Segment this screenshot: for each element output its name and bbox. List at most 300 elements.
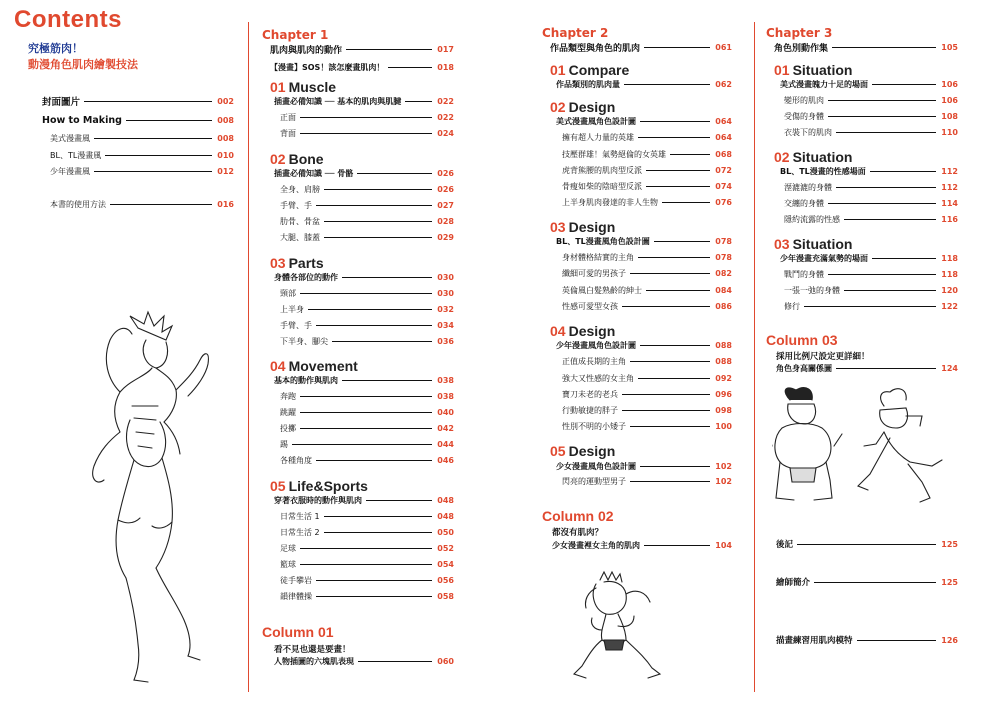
leader-line [324, 189, 432, 190]
toc-entry[interactable] [784, 93, 958, 107]
page-number: 064 [715, 116, 732, 126]
toc-entry[interactable] [50, 164, 234, 178]
toc-entry[interactable] [280, 453, 454, 467]
toc-entry-label: 戰鬥的身體 [784, 269, 824, 279]
toc-entry[interactable] [280, 437, 454, 451]
column-heading: Column 03 [766, 332, 838, 348]
page-number: 056 [437, 575, 454, 585]
toc-entry-label: 日常生活 2 [280, 527, 320, 537]
page-number: 112 [941, 166, 958, 176]
toc-entry[interactable] [562, 179, 732, 193]
leader-line [797, 544, 936, 545]
page-number: 060 [437, 656, 454, 666]
toc-entry-label: 各種角度 [280, 455, 312, 465]
toc-entry[interactable] [776, 575, 958, 589]
toc-entry[interactable] [784, 212, 958, 226]
toc-entry-label: 全身、肩膀 [280, 184, 320, 194]
leader-line [872, 258, 936, 259]
toc-entry-label: 變形的肌肉 [784, 95, 824, 105]
toc-entry[interactable] [562, 266, 732, 280]
leader-line [644, 47, 710, 48]
toc-entry[interactable] [776, 361, 958, 375]
leader-line [644, 545, 710, 546]
muscle-figure-illustration [60, 310, 230, 690]
leader-line [857, 640, 936, 641]
section-title: Design [568, 219, 616, 235]
leader-line [342, 277, 432, 278]
page-number: 078 [715, 236, 732, 246]
page-number: 096 [715, 389, 732, 399]
leader-line [324, 221, 432, 222]
leader-line [316, 205, 432, 206]
page-number: 008 [217, 115, 234, 125]
toc-entry-label: 徒手攀岩 [280, 575, 312, 585]
leader-line [300, 117, 432, 118]
page-number: 125 [941, 577, 958, 587]
section-heading [550, 219, 615, 235]
section-number: 01 [550, 62, 566, 78]
page-number: 098 [715, 405, 732, 415]
section-number: 03 [270, 255, 286, 271]
toc-entry[interactable] [274, 493, 454, 507]
toc-entry[interactable] [562, 419, 732, 433]
page-number: 010 [217, 150, 234, 160]
toc-entry-label: 頸部 [280, 288, 296, 298]
toc-entry[interactable] [784, 109, 958, 123]
toc-entry-label: 描畫練習用肌肉模特 [776, 636, 853, 646]
section-heading [550, 443, 615, 459]
page-number: 076 [715, 197, 732, 207]
page-number: 032 [437, 304, 454, 314]
section-number: 02 [550, 99, 566, 115]
leader-line [828, 203, 936, 204]
toc-entry[interactable] [556, 338, 732, 352]
leader-line [300, 564, 432, 565]
toc-entry[interactable] [784, 180, 958, 194]
chapter-heading: Chapter 3 [766, 26, 833, 40]
page-number: 042 [437, 423, 454, 433]
toc-entry[interactable] [562, 130, 732, 144]
toc-entry[interactable] [280, 509, 454, 523]
toc-entry[interactable] [556, 114, 732, 128]
page-number: 054 [437, 559, 454, 569]
section-number: 03 [774, 236, 790, 252]
leader-line [300, 133, 432, 134]
page-number: 106 [941, 79, 958, 89]
page-number: 088 [715, 340, 732, 350]
toc-entry[interactable] [280, 589, 454, 603]
toc-entry-label: 上半身肌肉發達的非人生物 [562, 197, 658, 207]
leader-line [405, 101, 432, 102]
page-number: 122 [941, 301, 958, 311]
leader-line [300, 396, 432, 397]
toc-entry[interactable] [50, 131, 234, 145]
toc-entry-label: 跳躍 [280, 407, 296, 417]
section-title: Movement [288, 358, 358, 374]
page-number: 002 [217, 96, 234, 106]
section-number: 02 [774, 149, 790, 165]
page-number: 082 [715, 268, 732, 278]
book-subtitle-2: 動漫角色肌肉繪製技法 [28, 58, 138, 71]
leader-line [828, 100, 936, 101]
toc-entry-label: 背面 [280, 128, 296, 138]
toc-entry[interactable] [280, 214, 454, 228]
page-number: 027 [437, 200, 454, 210]
page-number: 061 [715, 42, 732, 52]
toc-entry[interactable] [562, 403, 732, 417]
toc-entry-label: 溼漉漉的身體 [784, 182, 832, 192]
toc-entry[interactable] [784, 283, 958, 297]
page-number: 030 [437, 272, 454, 282]
leader-line [630, 273, 710, 274]
toc-entry[interactable] [780, 77, 958, 91]
toc-entry[interactable] [274, 373, 454, 387]
toc-entry[interactable] [274, 166, 454, 180]
section-heading [774, 236, 852, 252]
page-number: 084 [715, 285, 732, 295]
section-number: 05 [270, 478, 286, 494]
page-number: 110 [941, 127, 958, 137]
leader-line [292, 444, 432, 445]
page-number: 112 [941, 182, 958, 192]
toc-entry[interactable] [556, 234, 732, 248]
toc-entry-label: 後記 [776, 540, 794, 550]
leader-line [804, 306, 936, 307]
page-number: 118 [941, 253, 958, 263]
page-number: 120 [941, 285, 958, 295]
leader-line [342, 380, 432, 381]
section-number: 01 [270, 79, 286, 95]
toc-entry[interactable] [280, 405, 454, 419]
book-subtitle-1: 究極筋肉！ [28, 42, 83, 55]
page-number: 052 [437, 543, 454, 553]
toc-entry[interactable] [42, 94, 234, 108]
toc-entry-label: 踢 [280, 439, 288, 449]
leader-line [646, 170, 710, 171]
section-heading [550, 323, 615, 339]
leader-line [630, 481, 710, 482]
section-title: Design [568, 323, 616, 339]
page-number: 102 [715, 461, 732, 471]
leader-line [300, 548, 432, 549]
toc-entry[interactable] [562, 299, 732, 313]
page-number: 064 [715, 132, 732, 142]
page-number: 074 [715, 181, 732, 191]
toc-entry[interactable] [280, 573, 454, 587]
toc-entry-label: 本書的使用方法 [50, 199, 106, 209]
toc-entry[interactable] [784, 267, 958, 281]
toc-entry[interactable] [280, 126, 454, 140]
toc-entry-label: 一張一弛的身體 [784, 285, 840, 295]
toc-entry-label: 虎背熊腰的肌肉型反派 [562, 165, 642, 175]
leader-line [646, 290, 710, 291]
leader-line [832, 47, 936, 48]
toc-entry[interactable] [280, 389, 454, 403]
toc-entry-label: 封面圖片 [42, 97, 81, 108]
leader-line [316, 596, 432, 597]
toc-entry-label: 下半身、腳尖 [280, 336, 328, 346]
section-number: 04 [550, 323, 566, 339]
leader-line [828, 274, 936, 275]
toc-entry-label: 作品類別的肌肉量 [556, 79, 620, 89]
toc-entry[interactable] [562, 163, 732, 177]
toc-entry[interactable] [556, 77, 732, 91]
page-number: 114 [941, 198, 958, 208]
column-heading: Column 02 [542, 508, 614, 524]
toc-entry-label: 手臂、手 [280, 320, 312, 330]
leader-line [84, 101, 212, 102]
toc-entry-label: 美式漫畫魄力十足的場面 [780, 79, 868, 89]
toc-entry-label: 投擲 [280, 423, 296, 433]
column-subtitle: 都沒有肌肉？ [552, 528, 604, 538]
toc-entry[interactable] [50, 197, 234, 211]
page-number: 108 [941, 111, 958, 121]
section-title: Design [568, 99, 616, 115]
toc-entry[interactable] [280, 421, 454, 435]
toc-entry[interactable] [280, 198, 454, 212]
toc-entry-label: 美式漫畫風 [50, 133, 90, 143]
toc-entry-label: 技壓群雄！氣勢絕倫的女英雄 [562, 149, 666, 159]
leader-line [316, 325, 432, 326]
page-number: 092 [715, 373, 732, 383]
toc-entry-label: 插畫必備知識 ── 骨骼 [274, 168, 354, 178]
leader-line [836, 368, 936, 369]
toc-entry-label: 奔跑 [280, 391, 296, 401]
toc-entry-label: 肌肉與肌肉的動作 [270, 45, 343, 56]
toc-entry-label: 韻律體操 [280, 591, 312, 601]
leader-line [640, 121, 710, 122]
toc-entry-label: 閃亮的運動型男子 [562, 476, 626, 486]
toc-entry[interactable] [270, 42, 454, 56]
toc-entry[interactable] [280, 286, 454, 300]
toc-entry[interactable] [280, 182, 454, 196]
toc-entry-label: 角色身高關係圖 [776, 363, 832, 373]
leader-line [94, 138, 212, 139]
leader-line [828, 116, 936, 117]
toc-entry-label: 日常生活 1 [280, 511, 320, 521]
page-number: 125 [941, 539, 958, 549]
toc-entry[interactable] [280, 525, 454, 539]
page-number: 022 [437, 96, 454, 106]
toc-entry[interactable] [550, 40, 732, 54]
leader-line [308, 309, 432, 310]
section-heading [550, 62, 629, 78]
leader-line [638, 137, 710, 138]
toc-entry-label: 少年漫畫風角色設計圖 [556, 340, 636, 350]
column-subtitle: 看不見也還是要畫！ [274, 645, 351, 655]
toc-entry-label: 少年漫畫風 [50, 166, 90, 176]
toc-entry-label: How to Making [42, 114, 122, 126]
leader-line [624, 84, 710, 85]
toc-entry[interactable] [280, 302, 454, 316]
toc-entry[interactable] [280, 318, 454, 332]
leader-line [358, 661, 432, 662]
toc-entry-label: 角色別動作集 [774, 43, 829, 54]
section-title: Compare [568, 62, 630, 78]
toc-entry[interactable] [280, 541, 454, 555]
toc-entry-label: 寶刀未老的老兵 [562, 389, 618, 399]
toc-entry[interactable] [562, 387, 732, 401]
toc-entry-label: 骨瘦如柴的陰暗型反派 [562, 181, 642, 191]
toc-entry-label: 擁有超人力量的英雄 [562, 132, 634, 142]
leader-line [836, 187, 936, 188]
toc-entry-label: 衣裝下的肌肉 [784, 127, 832, 137]
leader-line [300, 412, 432, 413]
toc-entry[interactable] [562, 283, 732, 297]
leader-line [638, 257, 710, 258]
leader-line [836, 132, 936, 133]
page-number: 026 [437, 168, 454, 178]
section-number: 05 [550, 443, 566, 459]
leader-line [357, 173, 432, 174]
toc-entry[interactable] [776, 537, 958, 551]
toc-entry[interactable] [274, 94, 454, 108]
leader-line [324, 237, 432, 238]
column-divider [248, 22, 249, 692]
section-heading [774, 149, 852, 165]
page-number: 030 [437, 288, 454, 298]
toc-entry-label: 正值成長期的主角 [562, 356, 626, 366]
section-title: Parts [288, 255, 324, 271]
toc-entry-label: 行動敏捷的胖子 [562, 405, 618, 415]
leader-line [814, 582, 936, 583]
toc-entry[interactable] [780, 251, 958, 265]
section-heading [270, 358, 358, 374]
toc-entry[interactable] [280, 557, 454, 571]
toc-entry-label: 足球 [280, 543, 296, 553]
toc-entry-label: 正面 [280, 112, 296, 122]
leader-line [654, 241, 710, 242]
page-number: 104 [715, 540, 732, 550]
section-number: 03 [550, 219, 566, 235]
toc-entry[interactable] [784, 299, 958, 313]
toc-entry[interactable] [780, 164, 958, 178]
toc-entry[interactable] [280, 230, 454, 244]
leader-line [622, 410, 710, 411]
toc-entry-label: 英倫風白髮熟齡的紳士 [562, 285, 642, 295]
leader-line [300, 293, 432, 294]
toc-entry[interactable] [274, 654, 454, 668]
page-number: 040 [437, 407, 454, 417]
toc-entry[interactable] [562, 371, 732, 385]
page-number: 029 [437, 232, 454, 242]
leader-line [316, 460, 432, 461]
toc-entry[interactable] [552, 538, 732, 552]
toc-entry-label: 肋骨、骨盆 [280, 216, 320, 226]
toc-entry[interactable] [562, 195, 732, 209]
page-number: 048 [437, 495, 454, 505]
toc-entry[interactable] [42, 113, 234, 127]
leader-line [332, 341, 432, 342]
leader-line [105, 155, 212, 156]
toc-entry-label: 修行 [784, 301, 800, 311]
leader-line [638, 378, 710, 379]
page-number: 046 [437, 455, 454, 465]
toc-entry[interactable] [562, 147, 732, 161]
page-number: 026 [437, 184, 454, 194]
toc-entry-label: 身材體格結實的主角 [562, 252, 634, 262]
leader-line [366, 500, 432, 501]
page-number: 012 [217, 166, 234, 176]
toc-entry-label: 人物插圖的六塊肌表現 [274, 656, 354, 666]
page-number: 008 [217, 133, 234, 143]
leader-line [640, 345, 710, 346]
page-number: 102 [715, 476, 732, 486]
section-title: Situation [792, 236, 853, 252]
leader-line [870, 171, 936, 172]
page-number: 036 [437, 336, 454, 346]
leader-line [630, 361, 710, 362]
page-title: Contents [14, 6, 122, 33]
leader-line [646, 186, 710, 187]
page-number: 034 [437, 320, 454, 330]
toc-entry-label: 受傷的身體 [784, 111, 824, 121]
leader-line [670, 154, 710, 155]
toc-entry[interactable] [556, 459, 732, 473]
toc-entry-label: 【漫畫】SOS！該怎麼畫肌肉！ [270, 62, 385, 72]
toc-entry-label: 上半身 [280, 304, 304, 314]
toc-entry[interactable] [274, 270, 454, 284]
toc-entry[interactable] [270, 60, 454, 74]
section-heading [270, 79, 336, 95]
leader-line [640, 466, 710, 467]
section-number: 04 [270, 358, 286, 374]
toc-entry-label: 穿著衣服時的動作與肌肉 [274, 495, 362, 505]
toc-entry[interactable] [776, 633, 958, 647]
toc-entry[interactable] [50, 148, 234, 162]
page-number: 072 [715, 165, 732, 175]
section-title: Situation [792, 62, 853, 78]
toc-entry-label: 少女漫畫裡女主角的肌肉 [552, 540, 640, 550]
page-number: 062 [715, 79, 732, 89]
page-number: 068 [715, 149, 732, 159]
toc-entry[interactable] [280, 334, 454, 348]
leader-line [324, 532, 432, 533]
page-number: 016 [217, 199, 234, 209]
section-heading [550, 99, 615, 115]
toc-entry-label: 插畫必備知識 ── 基本的肌肉與肌腱 [274, 96, 402, 106]
section-title: Life&Sports [288, 478, 368, 494]
toc-entry[interactable] [784, 125, 958, 139]
toc-entry[interactable] [562, 250, 732, 264]
page-number: 024 [437, 128, 454, 138]
toc-entry-label: 性別不明的小矮子 [562, 421, 626, 431]
leader-line [324, 516, 432, 517]
section-heading [270, 151, 324, 167]
section-title: Design [568, 443, 616, 459]
page-number: 086 [715, 301, 732, 311]
page-number: 044 [437, 439, 454, 449]
toc-entry[interactable] [784, 196, 958, 210]
toc-entry-label: 纖細可愛的男孩子 [562, 268, 626, 278]
toc-entry-label: 隱約流露的性感 [784, 214, 840, 224]
leader-line [662, 202, 710, 203]
toc-entry-label: 繪師簡介 [776, 578, 811, 588]
toc-entry-label: 籃球 [280, 559, 296, 569]
chapter-heading: Chapter 2 [542, 26, 609, 40]
page-number: 118 [941, 269, 958, 279]
toc-entry-label: 美式漫畫風角色設計圖 [556, 116, 636, 126]
toc-entry[interactable] [280, 110, 454, 124]
leader-line [300, 428, 432, 429]
toc-entry[interactable] [562, 354, 732, 368]
toc-entry[interactable] [774, 40, 958, 54]
toc-entry-label: 少女漫畫風角色設計圖 [556, 461, 636, 471]
page-number: 028 [437, 216, 454, 226]
page-number: 106 [941, 95, 958, 105]
column-heading: Column 01 [262, 624, 334, 640]
toc-entry[interactable] [562, 474, 732, 488]
